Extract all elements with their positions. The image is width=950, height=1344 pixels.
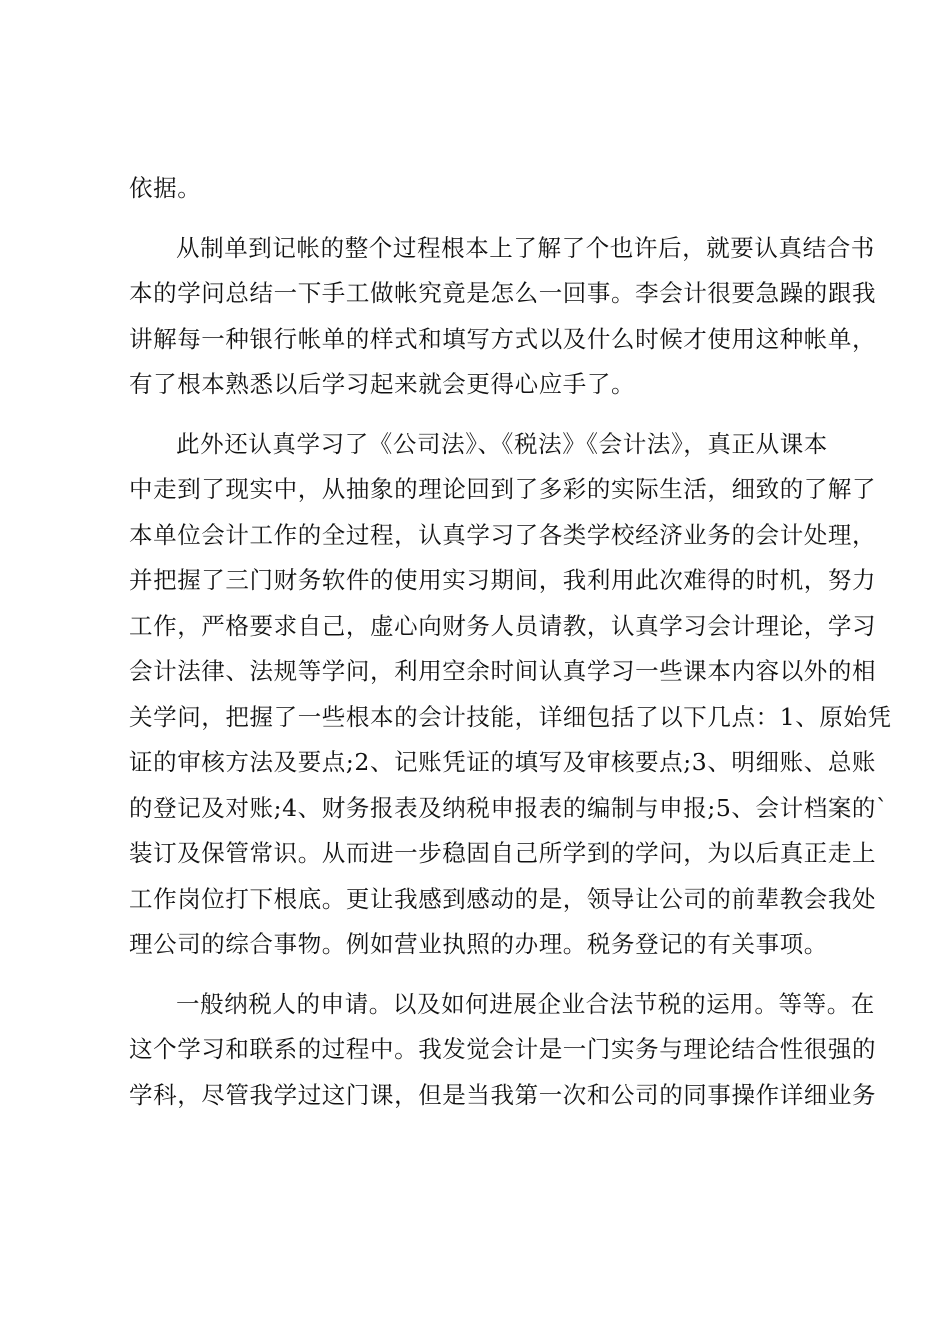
text-line: 理公司的综合事物。例如营业执照的办理。税务登记的有关事项。 xyxy=(129,930,828,958)
text-line: 本单位会计工作的全过程，认真学习了各类学校经济业务的会计处理， xyxy=(129,520,877,549)
text-line: 并把握了三门财务软件的使用实习期间，我利用此次难得的时机，努力 xyxy=(129,566,877,594)
text-line: 学科，尽管我学过这门课，但是当我第一次和公司的同事操作详细业务 xyxy=(129,1080,877,1109)
text-line: 从制单到记帐的整个过程根本上了解了个也许后，就要认真结合书 xyxy=(176,233,875,262)
paragraph-3 xyxy=(129,422,892,968)
text-line: 会计法律、法规等学问，利用空余时间认真学习一些课本内容以外的相 xyxy=(129,657,877,685)
text-line: 工作岗位打下根底。更让我感到感动的是，领导让公司的前辈教会我处 xyxy=(129,884,877,913)
text-line: 工作，严格要求自己，虚心向财务人员请教，认真学习会计理论，学习 xyxy=(129,611,877,640)
paragraph-1 xyxy=(129,166,829,212)
text-line: 此外还认真学习了《公司法》、《税法》《会计法》，真正从课本 xyxy=(176,429,828,458)
paragraph-spacer xyxy=(129,968,829,982)
text-line: 一般纳税人的申请。以及如何进展企业合法节税的运用。等等。在 xyxy=(176,989,875,1018)
text-line: 讲解每一种银行帐单的样式和填写方式以及什么时候才使用这种帐单， xyxy=(129,324,877,353)
paragraph-spacer xyxy=(129,408,829,422)
paragraph-4 xyxy=(129,982,877,1119)
paragraph-spacer xyxy=(129,212,829,226)
text-line: 本的学问总结一下手工做帐究竟是怎么一回事。李会计很要急躁的跟我 xyxy=(129,279,877,307)
text-line: 依据。 xyxy=(129,174,202,202)
text-line: 证的审核方法及要点;2、记账凭证的填写及审核要点;3、明细账、总账 xyxy=(129,748,877,776)
text-line: 装订及保管常识。从而进一步稳固自己所学到的学问，为以后真正走上 xyxy=(129,839,877,867)
text-line: 有了根本熟悉以后学习起来就会更得心应手了。 xyxy=(129,370,636,398)
text-line: 中走到了现实中，从抽象的理论回到了多彩的实际生活，细致的了解了 xyxy=(129,475,877,503)
document-body xyxy=(129,166,892,1118)
paragraph-2 xyxy=(129,226,877,408)
text-line: 关学问，把握了一些根本的会计技能，详细包括了以下几点：1、原始凭 xyxy=(129,702,892,731)
text-line: 这个学习和联系的过程中。我发觉会计是一门实务与理论结合性很强的 xyxy=(129,1035,877,1063)
text-line: 的登记及对账;4、财务报表及纳税申报表的编制与申报;5、会计档案的` xyxy=(129,793,889,822)
